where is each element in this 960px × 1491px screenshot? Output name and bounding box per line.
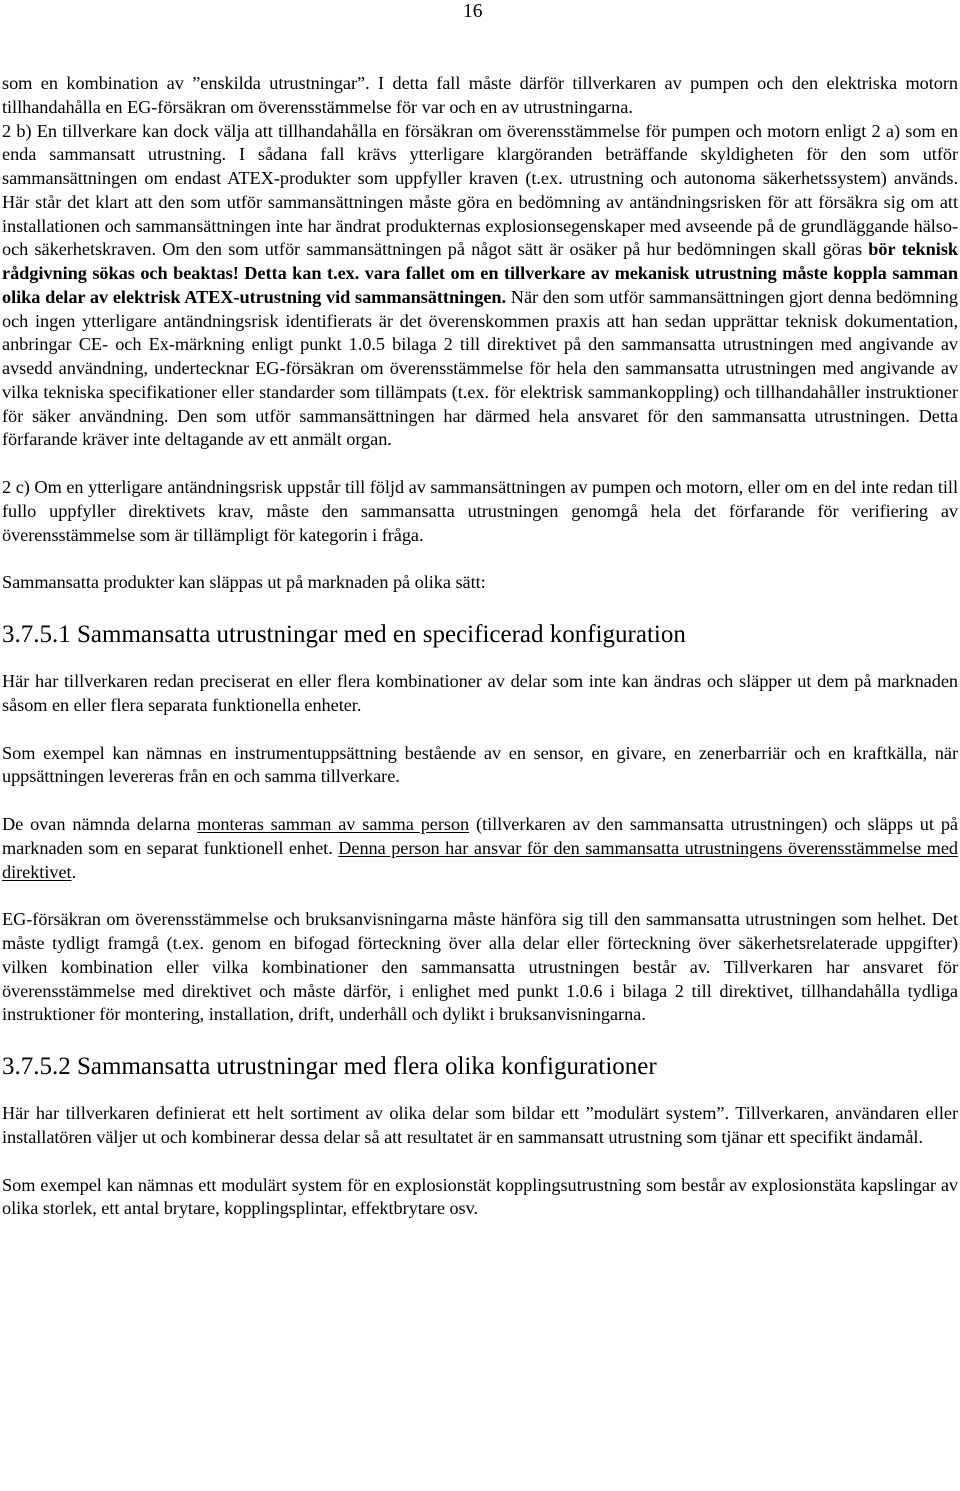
paragraph-declaration: EG-försäkran om överensstämmelse och bruksanvisningarna måste hänföra sig till den sammansatta utrustningen som helhet. Det måste tydligt framgå (t.ex. genom en bifogad förteckning över alla delar eller förteckning över säkerhetsrelaterade uppgifter) vilken kombination eller vilka kombinationer den sammansatta utrustningen består av. Tillverkaren har ansvaret för överensstämmelse med direktivet och måste därför, i enlighet med punkt 1.0.6 i bilaga 2 till direktivet, tillhandahålla tydliga instruktioner för montering, installation, drift, underhåll och dylikt i bruksanvisningarna. <box>2 909 958 1025</box>
paragraph-modular-system: Här har tillverkaren definierat ett helt sortiment av olika delar som bildar ett ”modulärt system”. Tillverkaren, användaren eller installatören väljer ut och kombinerar dessa delar så att resultatet är en sammansatt utrustning som tjänar ett specifikt ändamål. <box>2 1103 958 1147</box>
paragraph-responsibility <box>2 813 958 884</box>
paragraph-intro: Sammansatta produkter kan släppas ut på marknaden på olika sätt: <box>2 572 486 593</box>
paragraph-configuration: Här har tillverkaren redan preciserat en eller flera kombinationer av delar som inte kan ändras och släpper ut dem på marknaden såsom en eller flera separata funktionella enheter. <box>2 671 958 715</box>
paragraph-responsibility-text-b: (tillverkaren av den sammansatta utrustningen) och släpps ut på marknaden som en separat funktionell enhet. <box>2 814 958 858</box>
page-number: 16 <box>463 1 483 22</box>
paragraph-continuation: som en kombination av ”enskilda utrustningar”. I detta fall måste därför tillverkaren av pumpen och den elektriska motorn tillhandahålla en EG-försäkran om överensstämmelse för var och en av utrustningarna. <box>2 73 958 117</box>
paragraph-responsibility-text-a: De ovan nämnda delarna <box>2 814 198 834</box>
section-heading-3-7-5-1: 3.7.5.1 Sammansatta utrustningar med en specificerad konfiguration <box>2 621 686 648</box>
underlined-text-responsibility: Denna person har ansvar för den sammansatta utrustningens överensstämmelse med direktivet <box>2 837 958 882</box>
document-body <box>2 72 958 1221</box>
paragraph-2b <box>2 120 958 453</box>
paragraph-responsibility-text-c: . <box>71 861 77 882</box>
paragraph-2b-bold-text: bör teknisk rådgivning sökas och beaktas! Detta kan t.ex. vara fallet om en tillverkare av mekanisk utrustning måste koppla samman olika delar av elektrisk ATEX-utrustning vid sammansättningen. <box>2 239 958 307</box>
paragraph-example-1: Som exempel kan nämnas en instrumentuppsättning bestående av en sensor, en givare, en zenerbarriär och en kraftkälla, när uppsättningen levereras från en och samma tillverkare. <box>2 742 958 787</box>
section-heading-3-7-5-2: 3.7.5.2 Sammansatta utrustningar med flera olika konfigurationer <box>2 1053 657 1080</box>
underlined-text-assembled: monteras samman av samma person <box>197 814 470 834</box>
paragraph-example-2: Som exempel kan nämnas ett modulärt system för en explosionstät kopplingsutrustning som består av explosionstäta kapslingar av olika storlek, ett antal brytare, kopplingsplintar, effektbrytare osv. <box>2 1174 958 1219</box>
paragraph-2b-text-a: 2 b) En tillverkare kan dock välja att tillhandahålla en försäkran om överensstämmelse för pumpen och motorn enligt 2 a) som en enda sammansatt utrustning. I sådana fall krävs ytterligare klargöranden beträffande skyldigheten för den som utför sammansättningen om endast ATEX-produkter som uppfyller kraven (t.ex. utrustning och autonoma säkerhetssystem) används. Här står det klart att den som utför sammansättningen måste göra en bedömning av antändningsrisken för att försäkra sig om att installationen och sammansättningen inte har ändrat produkternas explosionsegenskaper med avseende på de grundläggande hälso- och säkerhetskraven. Om den som utför sammansättningen på något sätt är osäker på hur bedömningen skall göras <box>2 120 958 260</box>
paragraph-2b-text-c: När den som utför sammansättningen gjort denna bedömning och ingen ytterligare antändningsrisk identifierats är det överenskommen praxis att han sedan upprättar teknisk dokumentation, anbringar CE- och Ex-märkning enligt punkt 1.0.5 bilaga 2 till direktivet på den sammansatta utrustningen med angivande av avsedd användning, undertecknar EG-försäkran om överensstämmelse för hela den sammansatta utrustningen med angivande av vilka tekniska specifikationer eller standarder som tillämpats (t.ex. för elektrisk sammankoppling) och tillhandahåller instruktioner för säker användning. Den som utför sammansättningen har därmed hela ansvaret för den sammansatta utrustningen. Detta förfarande kräver inte deltagande av ett anmält organ. <box>2 286 958 450</box>
paragraph-2c: 2 c) Om en ytterligare antändningsrisk uppstår till följd av sammansättningen av pumpen och motorn, eller om en del inte redan till fullo uppfyller direktivets krav, måste den sammansatta utrustningen genomgå hela det förfarande för verifiering av överensstämmelse som är tillämpligt för kategorin i fråga. <box>2 477 958 545</box>
